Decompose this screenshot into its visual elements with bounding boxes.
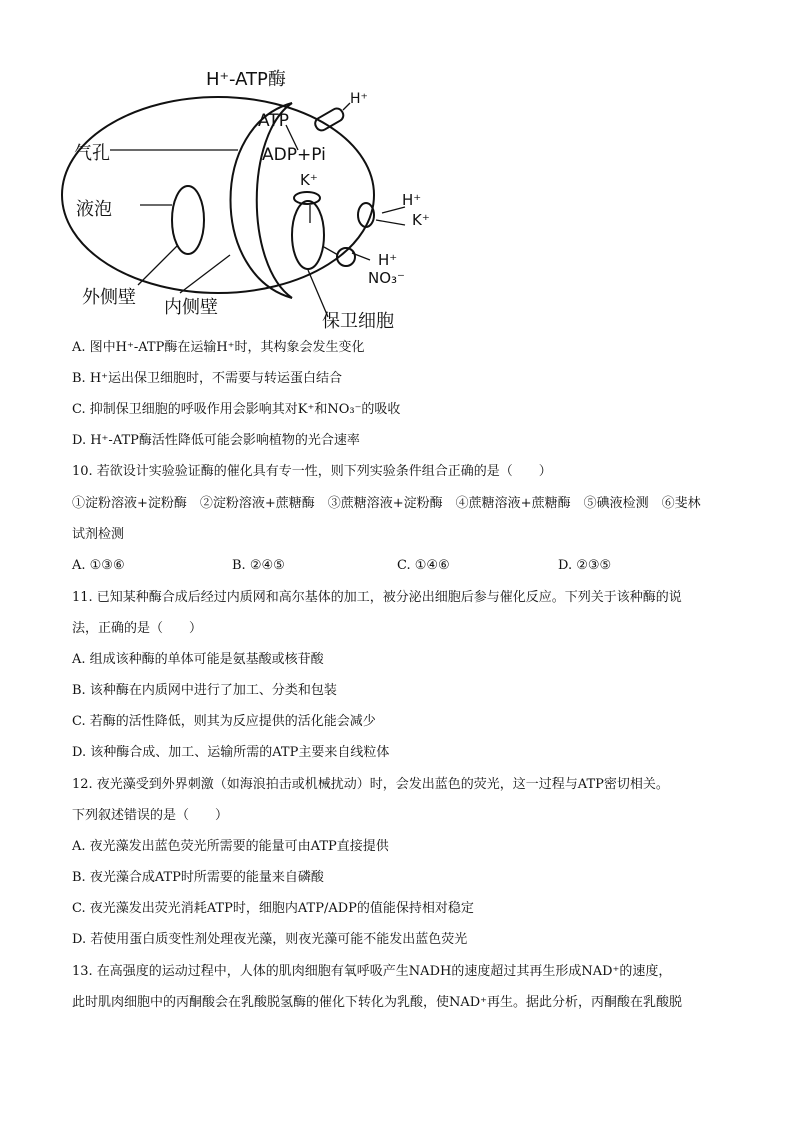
q13-stem-line2: 此时肌肉细胞中的丙酮酸会在乳酸脱氢酶的催化下转化为乳酸，使NAD⁺再生。据此分析，丙酮酸在乳酸脱 <box>72 995 683 1010</box>
label-h-atp-enzyme: H⁺-ATP酶 <box>206 69 286 90</box>
label-no3: NO₃⁻ <box>368 269 405 287</box>
inner-wall-arc <box>231 103 293 298</box>
q9-option-d: D. H⁺-ATP酶活性降低可能会影响植物的光合速率 <box>72 433 360 448</box>
guard-cell-diagram <box>60 55 460 335</box>
label-h-right: H⁺ <box>402 191 422 209</box>
q11-option-b: B. 该种酶在内质网中进行了加工、分类和包装 <box>72 683 337 698</box>
q12-option-b: B. 夜光藻合成ATP时所需要的能量来自磷酸 <box>72 870 324 885</box>
q9-option-c: C. 抑制保卫细胞的呼吸作用会影响其对K⁺和NO₃⁻的吸收 <box>72 402 401 417</box>
label-guard-cell: 保卫细胞 <box>322 311 394 332</box>
label-stoma: 气孔 <box>74 143 110 164</box>
label-k-right: K⁺ <box>412 211 430 229</box>
guard-cell-vacuole <box>292 201 324 269</box>
q13-stem-line1: 13. 在高强度的运动过程中，人体的肌肉细胞有氧呼吸产生NADH的速度超过其再生形成NAD⁺的速度， <box>72 964 672 979</box>
q11-stem-line2: 法，正确的是（ ） <box>72 621 203 636</box>
q12-option-a: A. 夜光藻发出蓝色荧光所需要的能量可由ATP直接提供 <box>72 839 389 854</box>
q10-option-b: B. ②④⑤ <box>232 558 285 573</box>
q11-option-c: C. 若酶的活性降低，则其为反应提供的活化能会减少 <box>72 714 376 729</box>
q12-stem-line1: 12. 夜光藻受到外界刺激（如海浪拍击或机械扰动）时，会发出蓝色的荧光，这一过程与ATP密切相关。 <box>72 777 669 792</box>
q10-option-c: C. ①④⑥ <box>397 558 450 573</box>
enzyme-capsule <box>313 106 345 132</box>
label-h-lower: H⁺ <box>378 251 398 269</box>
label-h-out: H⁺ <box>350 91 368 107</box>
k-transporter <box>294 192 320 204</box>
label-outer-wall: 外侧壁 <box>82 287 136 308</box>
q10-option-d: D. ②③⑤ <box>558 558 612 573</box>
label-vacuole: 液泡 <box>76 199 112 220</box>
label-atp: ATP <box>258 111 289 131</box>
stoma-inner-arc <box>257 103 292 298</box>
q12-stem-line2: 下列叙述错误的是（ ） <box>72 808 229 823</box>
q10-conditions-line1: ①淀粉溶液+淀粉酶 ②淀粉溶液+蔗糖酶 ③蔗糖溶液+淀粉酶 ④蔗糖溶液+蔗糖酶 ⑤碘液检测 ⑥斐林 <box>72 496 701 511</box>
q11-option-d: D. 该种酶合成、加工、运输所需的ATP主要来自线粒体 <box>72 745 390 760</box>
label-inner-wall: 内侧壁 <box>164 297 218 318</box>
q10-conditions-line2: 试剂检测 <box>72 527 125 542</box>
label-adp-pi: ADP+Pi <box>262 145 326 165</box>
q12-option-c: C. 夜光藻发出荧光消耗ATP时，细胞内ATP/ADP的值能保持相对稳定 <box>72 901 474 916</box>
q10-stem: 10. 若欲设计实验验证酶的催化具有专一性，则下列实验条件组合正确的是（ ） <box>72 464 552 479</box>
q9-option-b: B. H⁺运出保卫细胞时，不需要与转运蛋白结合 <box>72 371 343 386</box>
q10-option-a: A. ①③⑥ <box>72 558 125 573</box>
label-k-in: K⁺ <box>300 171 318 189</box>
q9-option-a: A. 图中H⁺-ATP酶在运输H⁺时，其构象会发生变化 <box>72 340 365 355</box>
vacuole-shape <box>172 186 204 254</box>
q11-option-a: A. 组成该种酶的单体可能是氨基酸或核苷酸 <box>72 652 324 667</box>
q12-option-d: D. 若使用蛋白质变性剂处理夜光藻，则夜光藻可能不能发出蓝色荧光 <box>72 932 468 947</box>
q11-stem-line1: 11. 已知某种酶合成后经过内质网和高尔基体的加工，被分泌出细胞后参与催化反应。下列关于该种酶的说 <box>72 590 682 605</box>
